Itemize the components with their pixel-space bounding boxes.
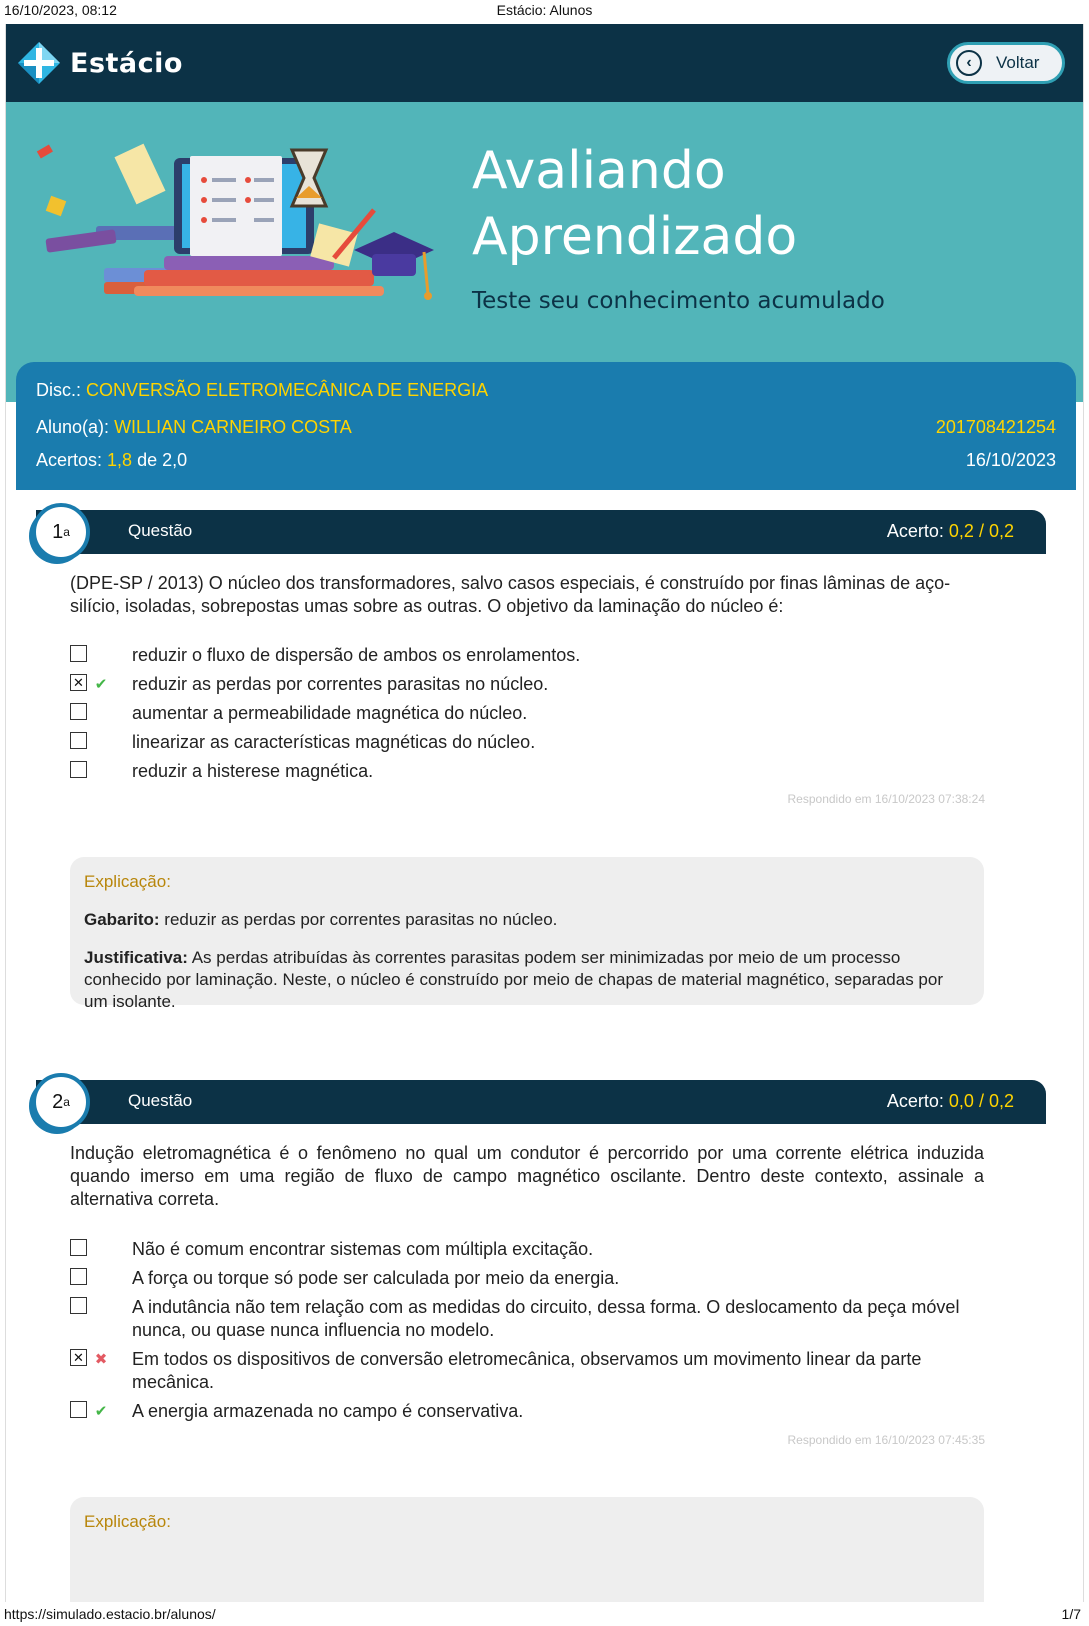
- banner-title: [472, 138, 797, 270]
- score-value: 0,2: [948, 521, 974, 541]
- score-max: / 0,2: [978, 521, 1014, 541]
- study-illustration-icon: [34, 138, 454, 318]
- option-result-icon: [90, 1267, 112, 1290]
- print-header: [0, 0, 1089, 22]
- question-1-option-3[interactable]: [70, 702, 984, 725]
- student-row: [36, 417, 1056, 438]
- student-name: WILLIAN CARNEIRO COSTA: [114, 417, 352, 437]
- option-text: reduzir a histerese magnética.: [132, 761, 374, 781]
- answer-key-label: Gabarito:: [84, 910, 160, 929]
- hits-row: [36, 450, 1056, 471]
- option-checkbox[interactable]: [70, 1401, 87, 1418]
- discipline-label: Disc.:: [36, 380, 81, 400]
- print-datetime: 16/10/2023, 08:12: [4, 2, 117, 18]
- option-text: reduzir as perdas por correntes parasitas no núcleo.: [132, 674, 549, 694]
- score-label: Acerto:: [886, 1091, 944, 1111]
- question-2-title: Questão: [128, 1091, 193, 1110]
- question-2-stem: Indução eletromagnética é o fenômeno no qual um condutor é percorrido por uma corrente elétrica induzida quando imerso em uma região de fluxo de campo magnético oscilante. Dentro deste contexto, assinale a alternativa correta.: [70, 1143, 984, 1209]
- question-2-option-4[interactable]: [70, 1348, 984, 1394]
- option-text: Em todos os dispositivos de conversão eletromecânica, observamos um movimento linear da parte mecânica.: [132, 1349, 922, 1392]
- option-result-icon: [90, 702, 112, 725]
- question-1-header: [36, 510, 1046, 554]
- print-url: https://simulado.estacio.br/alunos/: [4, 1606, 216, 1622]
- question-2-answered-at: Respondido em 16/10/2023 07:45:35: [787, 1433, 985, 1447]
- question-2-option-3[interactable]: [70, 1296, 984, 1342]
- option-result-icon: [90, 731, 112, 754]
- exam-date: 16/10/2023: [965, 450, 1056, 470]
- check-icon: ✔: [94, 1403, 108, 1420]
- option-checkbox[interactable]: [70, 1297, 87, 1314]
- print-footer: [0, 1604, 1089, 1626]
- question-1-explanation: [70, 857, 984, 1011]
- wrong-icon: ✖: [94, 1351, 108, 1368]
- banner-title-line1: Avaliando: [472, 141, 726, 201]
- hits-total: de 2,0: [137, 450, 188, 470]
- back-button-label: Voltar: [996, 53, 1040, 72]
- question-1-badge: [32, 503, 90, 561]
- score-value: 0,0: [948, 1091, 974, 1111]
- option-text: A energia armazenada no campo é conservativa.: [132, 1401, 524, 1421]
- score-max: / 0,2: [978, 1091, 1014, 1111]
- option-result-icon: [90, 644, 112, 667]
- score-label: Acerto:: [886, 521, 944, 541]
- question-2-score: [887, 1091, 1014, 1112]
- justification: [84, 947, 970, 1013]
- option-text: linearizar as características magnéticas do núcleo.: [132, 732, 536, 752]
- justification-label: Justificativa:: [84, 948, 188, 967]
- question-2-header: [36, 1080, 1046, 1124]
- question-1-answered-at: Respondido em 16/10/2023 07:38:24: [787, 792, 985, 806]
- question-2-explanation: [70, 1497, 984, 1602]
- banner-title-line2: Aprendizado: [472, 207, 798, 267]
- answer-key: [84, 909, 970, 931]
- explanation-heading: Explicação:: [84, 872, 171, 891]
- question-1-option-1[interactable]: [70, 644, 984, 667]
- question-2-option-1[interactable]: [70, 1238, 984, 1261]
- explanation-heading: Explicação:: [84, 1512, 171, 1531]
- question-1-score: [887, 521, 1014, 542]
- option-checkbox[interactable]: [70, 732, 87, 749]
- hero-banner: [6, 102, 1083, 402]
- question-2-number: 2: [52, 1090, 64, 1113]
- option-checkbox[interactable]: [70, 1268, 87, 1285]
- option-text: reduzir o fluxo de dispersão de ambos os enrolamentos.: [132, 645, 581, 665]
- chevron-left-icon: ‹: [956, 50, 982, 76]
- option-text: A força ou torque só pode ser calculada por meio da energia.: [132, 1268, 620, 1288]
- question-2-option-5[interactable]: [70, 1400, 984, 1423]
- student-label: Aluno(a):: [36, 417, 110, 437]
- justification-text: As perdas atribuídas às correntes parasitas podem ser minimizadas por meio de um processo conhecido por laminação. Neste, o núcleo é construído por meio de chapas de material magnético, separadas por um isolante.: [84, 948, 944, 1011]
- discipline-value: CONVERSÃO ELETROMECÂNICA DE ENERGIA: [86, 380, 489, 400]
- brand-logo: [16, 40, 183, 86]
- option-checkbox[interactable]: ✕: [70, 1349, 87, 1366]
- question-1-number: 1: [52, 520, 64, 543]
- question-1-option-5[interactable]: [70, 760, 984, 783]
- question-1-title: Questão: [128, 521, 193, 540]
- option-result-icon: [90, 1296, 112, 1342]
- print-page-title: Estácio: Alunos: [496, 2, 593, 18]
- estacio-logo-icon: [16, 40, 62, 86]
- question-1-option-4[interactable]: [70, 731, 984, 754]
- ordinal-mark: a: [63, 1095, 70, 1109]
- option-checkbox[interactable]: [70, 703, 87, 720]
- page-frame: [5, 24, 1084, 1602]
- hits-value: 1,8: [107, 450, 133, 470]
- question-2-badge: [32, 1073, 90, 1131]
- option-text: Não é comum encontrar sistemas com múltipla excitação.: [132, 1239, 594, 1259]
- hits-label: Acertos:: [36, 450, 103, 470]
- answer-key-text: reduzir as perdas por correntes parasitas no núcleo.: [159, 910, 558, 929]
- option-checkbox[interactable]: [70, 645, 87, 662]
- question-2-option-2[interactable]: [70, 1267, 984, 1290]
- question-1-stem: (DPE-SP / 2013) O núcleo dos transformadores, salvo casos especiais, é construído por finas lâminas de aço-silício, isoladas, sobrepostas umas sobre as outras. O objetivo da laminação do núcleo é:: [70, 573, 951, 616]
- banner-subtitle: Teste seu conhecimento acumulado: [472, 288, 885, 314]
- ordinal-mark: a: [63, 525, 70, 539]
- top-bar: [6, 24, 1083, 102]
- option-checkbox[interactable]: [70, 1239, 87, 1256]
- option-checkbox[interactable]: [70, 761, 87, 778]
- option-text: aumentar a permeabilidade magnética do núcleo.: [132, 703, 528, 723]
- brand-name: Estácio: [70, 47, 183, 79]
- print-page-count: 1/7: [1061, 1606, 1081, 1622]
- option-result-icon: [90, 1238, 112, 1261]
- option-text: A indutância não tem relação com as medidas do circuito, dessa forma. O deslocamento da peça móvel nunca, ou quase nunca influencia no modelo.: [132, 1297, 960, 1340]
- check-icon: ✔: [94, 676, 108, 693]
- student-id: 201708421254: [935, 417, 1056, 437]
- option-checkbox[interactable]: ✕: [70, 674, 87, 691]
- back-button[interactable]: [947, 42, 1065, 84]
- option-result-icon: [90, 760, 112, 783]
- discipline-row: [36, 380, 1056, 401]
- question-1-option-2[interactable]: [70, 673, 984, 696]
- student-info-panel: [16, 362, 1076, 490]
